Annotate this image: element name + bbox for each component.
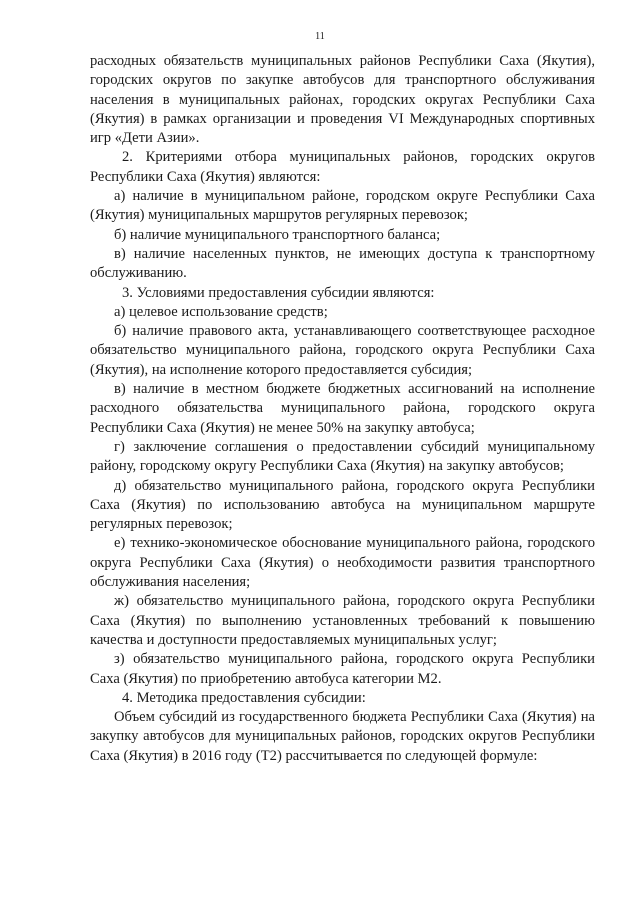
paragraph-3c: в) наличие в местном бюджете бюджетных ассигнований на исполнение расходного обязательства муниципального района, городского округа Республики Саха (Якутия) не менее 50% на закупку автобуса; (90, 381, 595, 436)
paragraph-3g: ж) обязательство муниципального района, городского округа Республики Саха (Якутия) по выполнению установленных требований к повышению качества и доступности предоставляемых муниципальных услуг; (90, 593, 595, 648)
paragraph-3a: а) целевое использование средств; (114, 303, 328, 320)
paragraph-2c: в) наличие населенных пунктов, не имеющих доступа к транспортному обслуживанию. (90, 245, 595, 282)
paragraph-4-methodology: 4. Методика предоставления субсидии: (122, 689, 366, 706)
paragraph-continuation: расходных обязательств муниципальных районов Республики Саха (Якутия), городских округов по закупке автобусов для транспортного обслуживания населения в муниципальных районах, городских округах Республики Саха (Якутия) в рамках организации и проведения VI Международных спортивных игр «Дети Азии». (90, 53, 595, 147)
paragraph-2b: б) наличие муниципального транспортного баланса; (114, 226, 441, 243)
paragraph-3e: д) обязательство муниципального района, городского округа Республики Саха (Якутия) по использованию автобуса на муниципальном маршруте регулярных перевозок; (90, 477, 595, 533)
document-body (90, 52, 595, 766)
paragraph-4a: Объем субсидий из государственного бюджета Республики Саха (Якутия) на закупку автобусов для муниципальных районов, городских округов Республики Саха (Якутия) в 2016 году (Т2) рассчитывается по следующей формуле: (90, 709, 595, 764)
page-number: 11 (315, 31, 325, 42)
paragraph-2-selection-criteria: 2. Критериями отбора муниципальных районов, городских округов Республики Саха (Якутия) являются: (90, 149, 595, 185)
paragraph-3b: б) наличие правового акта, устанавливающего соответствующее расходное обязательство муниципального района, городского округа Республики Саха (Якутия), на исполнение которого предоставляется субсидия; (90, 323, 595, 378)
paragraph-2a: а) наличие в муниципальном районе, городском округе Республики Саха (Якутия) муниципальных маршрутов регулярных перевозок; (90, 188, 595, 224)
paragraph-3-subsidy-conditions: 3. Условиями предоставления субсидии являются: (122, 284, 435, 301)
paragraph-3h: з) обязательство муниципального района, городского округа Республики Саха (Якутия) по приобретению автобуса категории М2. (90, 651, 595, 687)
paragraph-3f: е) технико-экономическое обоснование муниципального района, городского округа Республики Саха (Якутия) о необходимости развития транспортного обслуживания населения; (90, 535, 595, 591)
paragraph-3d: г) заключение соглашения о предоставлении субсидий муниципальному району, городскому округу Республики Саха (Якутия) на закупку автобусов; (90, 438, 595, 475)
